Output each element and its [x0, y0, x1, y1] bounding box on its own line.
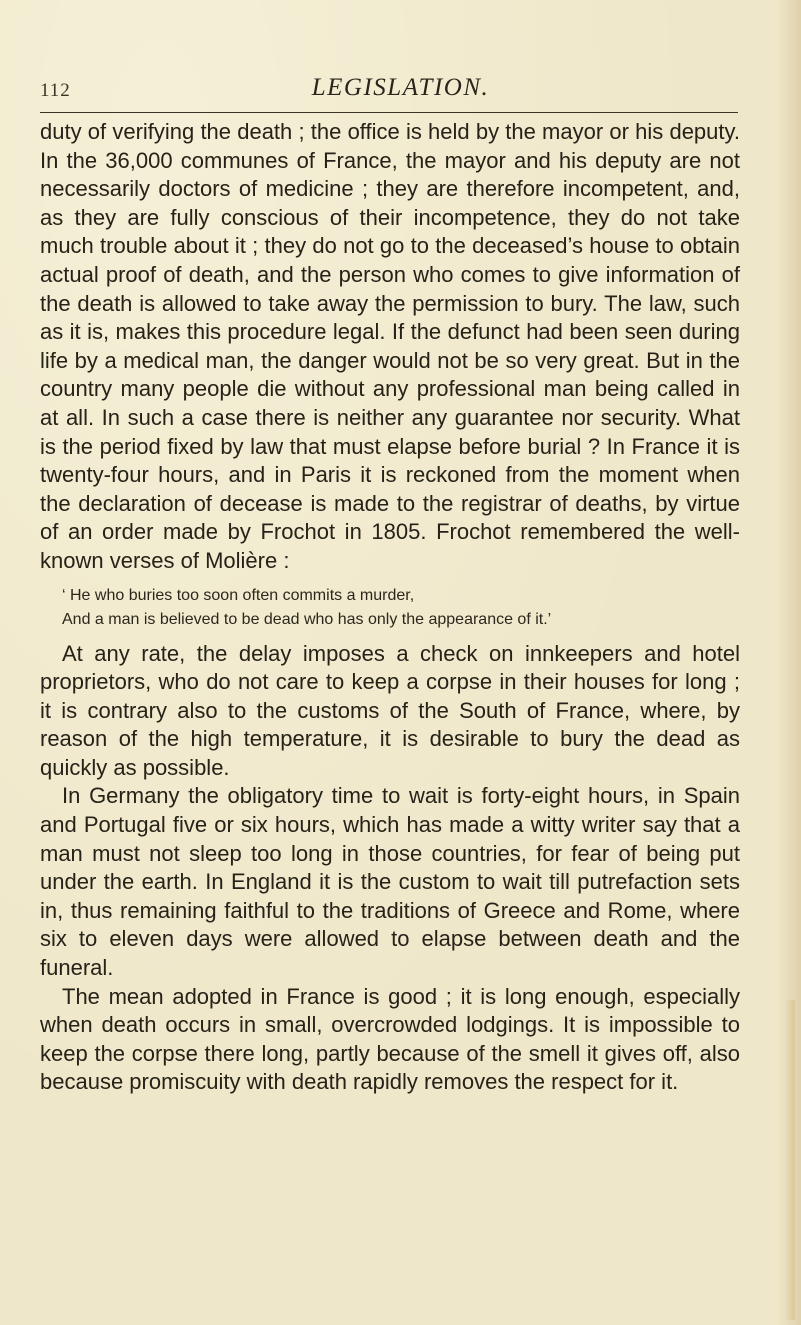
- verse-quotation: [40, 584, 740, 632]
- header-rule: [40, 112, 738, 113]
- paragraph-delay: At any rate, the delay imposes a check on innkeepers and hotel proprietors, who do not care to keep a corpse in their houses for long ; it is contrary also to the customs of the South of France, where, by reason of the high temperature, it is desirable to bury the dead as quickly as possible.: [40, 640, 740, 780]
- body-text: [40, 118, 740, 1097]
- verse-line-1: ‘ He who buries too soon often commits a murder,: [62, 586, 415, 604]
- page-number: 112: [40, 80, 71, 101]
- paragraph-continuation: duty of verifying the death ; the office is held by the mayor or his deputy. In the 36,000 communes of France, the mayor and his deputy are not necessarily doctors of medicine ; they are therefore incompetent, and, as they are fully conscious of their incompetence, they do not take much trouble about it ; they do not go to the deceased’s house to obtain actual proof of death, and the person who comes to give information of the death is allowed to take away the permission to bury. The law, such as it is, makes this procedure legal. If the defunct had been seen during life by a medical man, the danger would not be so very great. But in the country many people die without any professional man being called in at all. In such a case there is neither any guarantee nor security. What is the period fixed by law that must elapse before burial ? In France it is twenty-four hours, and in Paris it is reckoned from the moment when the declaration of decease is made to the registrar of deaths, by virtue of an order made by Frochot in 1805. Frochot remembered the well-known verses of Molière :: [40, 119, 740, 573]
- page-edge-stain: [785, 1000, 795, 1320]
- running-title: LEGISLATION.: [311, 74, 490, 101]
- paragraph-germany: In Germany the obligatory time to wait is forty-eight hours, in Spain and Portugal five or six hours, which has made a witty writer say that a man must not sleep too long in those countries, for fear of being put under the earth. In England it is the custom to wait till putrefaction sets in, thus remaining faithful to the traditions of Greece and Rome, where six to eleven days were allowed to elapse between death and the funeral.: [40, 783, 740, 981]
- verse-line-2: And a man is believed to be dead who has only the appearance of it.’: [62, 610, 552, 628]
- paragraph-france-mean: The mean adopted in France is good ; it is long enough, especially when death occurs in small, overcrowded lodgings. It is impossible to keep the corpse there long, partly because of the smell it gives off, also because promiscuity with death rapidly removes the respect for it.: [40, 983, 740, 1095]
